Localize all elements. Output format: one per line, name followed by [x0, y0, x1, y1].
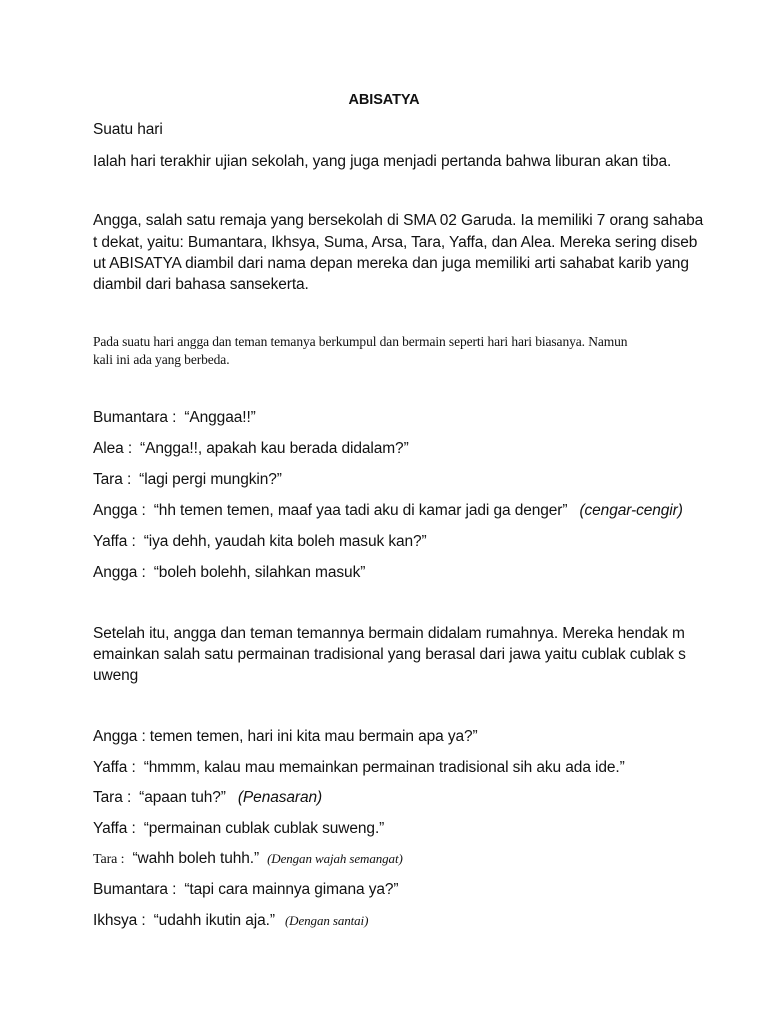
dialog-text: “wahh boleh tuhh.”: [132, 850, 260, 867]
dialog-text: “iya dehh, yaudah kita boleh masuk kan?”: [143, 533, 427, 550]
paragraph-line: diambil dari bahasa sansekerta.: [93, 276, 309, 293]
paragraph-line: Angga, salah satu remaja yang bersekolah di SMA 02 Garuda. Ia memiliki 7 orang sahaba: [93, 212, 704, 229]
paragraph-line: ut ABISATYA diambil dari nama depan mereka dan juga memiliki arti sahabat karib yang: [93, 255, 689, 272]
document-title: ABISATYA: [348, 92, 420, 108]
dialog-line: [93, 911, 368, 931]
stage-direction: (Dengan wajah semangat): [267, 851, 403, 866]
dialog-text: “udahh ikutin aja.”: [153, 912, 275, 929]
speaker-name: Angga :: [93, 502, 146, 519]
speaker-name: Tara :: [93, 789, 132, 806]
speaker-name: Yaffa :: [93, 533, 136, 550]
speaker-name: Bumantara :: [93, 881, 177, 898]
dialog-line: [93, 849, 403, 870]
dialog-line: [93, 408, 256, 428]
dialog-line: [93, 532, 427, 552]
dialog-text: “Anggaa!!”: [184, 409, 256, 426]
intro-line: Suatu hari: [93, 121, 163, 138]
paragraph-line: t dekat, yaitu: Bumantara, Ikhsya, Suma, Arsa, Tara, Yaffa, dan Alea. Mereka sering diseb: [93, 234, 698, 251]
dialog-text: “boleh bolehh, silahkan masuk”: [153, 564, 366, 581]
dialog-text: “hh temen temen, maaf yaa tadi aku di kamar jadi ga denger”: [153, 502, 568, 519]
dialog-text: “Angga!!, apakah kau berada didalam?”: [140, 440, 409, 457]
speaker-name: Tara :: [93, 852, 125, 867]
speaker-name: Yaffa :: [93, 759, 136, 776]
dialog-text: “hmmm, kalau mau memainkan permainan tradisional sih aku ada ide.”: [143, 759, 625, 776]
paragraph-line: uweng: [93, 667, 139, 684]
speaker-name: Yaffa :: [93, 820, 136, 837]
dialog-line: [93, 880, 398, 900]
speaker-name: Alea :: [93, 440, 133, 457]
speaker-name: Angga :: [93, 564, 146, 581]
dialog-text: “lagi pergi mungkin?”: [139, 471, 282, 488]
dialog-line: [93, 501, 683, 521]
intro-line: Ialah hari terakhir ujian sekolah, yang juga menjadi pertanda bahwa liburan akan tiba.: [93, 153, 672, 170]
dialog-text: temen temen, hari ini kita mau bermain apa ya?”: [149, 728, 478, 745]
paragraph-line: Setelah itu, angga dan teman temannya bermain didalam rumahnya. Mereka hendak m: [93, 625, 685, 642]
speaker-name: Tara :: [93, 471, 132, 488]
stage-direction: (Dengan santai): [284, 913, 369, 928]
stage-direction: (cengar-cengir): [579, 502, 683, 519]
dialog-text: “permainan cublak cublak suweng.”: [143, 820, 385, 837]
dialog-line: [93, 470, 282, 490]
dialog-line: [93, 819, 384, 839]
dialog-line: [93, 758, 625, 778]
dialog-text: “apaan tuh?”: [139, 789, 226, 806]
speaker-name: Angga :: [93, 728, 146, 745]
stage-direction: (Penasaran): [237, 789, 323, 806]
paragraph-line: Pada suatu hari angga dan teman temanya berkumpul dan bermain seperti hari hari biasanya. Namun: [93, 334, 628, 349]
speaker-name: Bumantara :: [93, 409, 177, 426]
dialog-line: [93, 727, 478, 747]
paragraph-line: kali ini ada yang berbeda.: [93, 352, 230, 367]
dialog-line: [93, 788, 322, 808]
speaker-name: Ikhsya :: [93, 912, 146, 929]
paragraph-line: emainkan salah satu permainan tradisional yang berasal dari jawa yaitu cublak cublak s: [93, 646, 686, 663]
dialog-text: “tapi cara mainnya gimana ya?”: [184, 881, 399, 898]
dialog-line: [93, 563, 365, 583]
dialog-line: [93, 439, 409, 459]
